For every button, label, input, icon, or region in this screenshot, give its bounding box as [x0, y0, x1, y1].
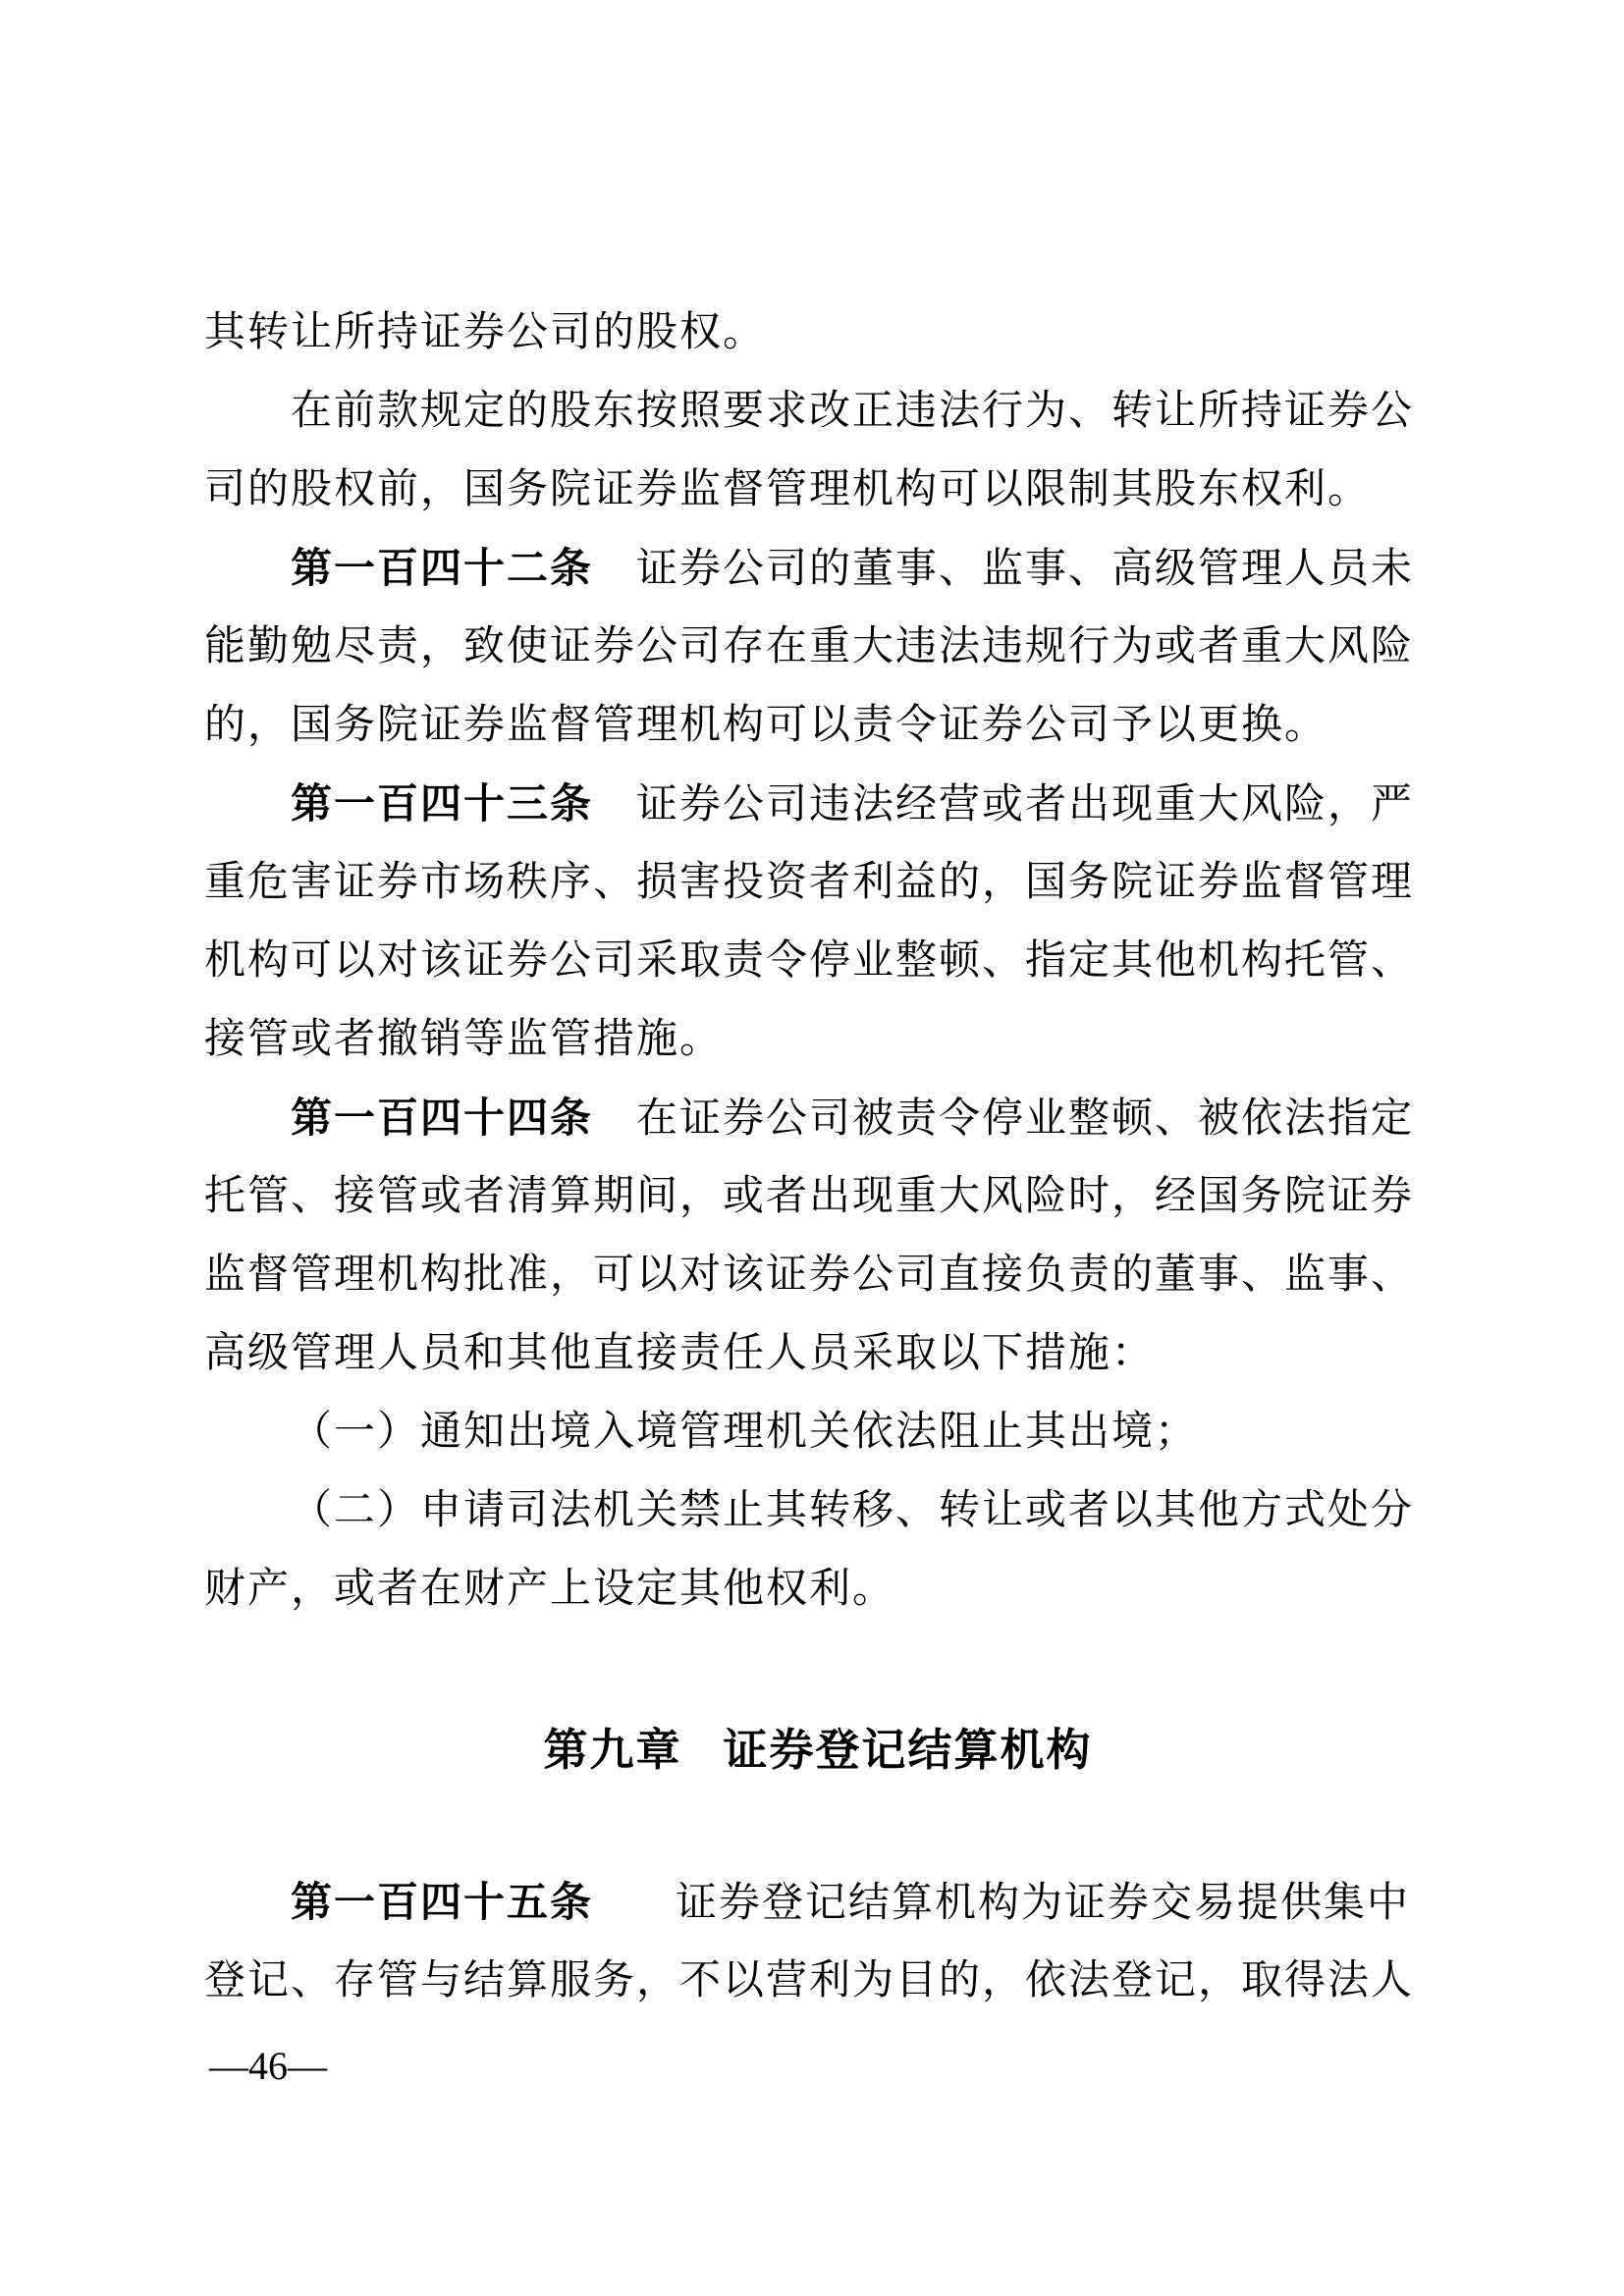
body-line: 重危害证券市场秩序、损害投资者利益的，国务院证券监督管理: [204, 860, 1415, 905]
body-line-item-1: （一）通知出境入境管理机关依法阻止其出境；: [291, 1410, 1199, 1455]
chapter-heading-spacer: [682, 1764, 724, 1765]
article-number-spacer: [593, 581, 636, 582]
body-line: 登记、存管与结算服务，不以营利为目的，依法登记，取得法人: [204, 1958, 1415, 2003]
body-line: 在前款规定的股东按照要求改正违法行为、转让所持证券公: [291, 389, 1415, 434]
chapter-number: 第九章: [543, 1725, 682, 1775]
body-line-item-2: （二）申请司法机关禁止其转移、转让或者以其他方式处分: [291, 1488, 1415, 1533]
body-line: 接管或者撤销等监管措施。: [204, 1017, 724, 1062]
body-line: 司的股权前，国务院证券监督管理机构可以限制其股东权利。: [204, 467, 1372, 512]
body-line: 的，国务院证券监督管理机构可以责令证券公司予以更换。: [204, 703, 1328, 748]
article-text: 证券登记结算机构为证券交易提供集中: [676, 1881, 1411, 1926]
chapter-heading: [204, 1711, 1432, 1789]
body-text-block: [204, 294, 1432, 2020]
article-text: 证券公司的董事、监事、高级管理人员未: [636, 547, 1415, 592]
article-number: 第一百四十三条: [291, 780, 594, 827]
body-line: 托管、接管或者清算期间，或者出现重大风险时，经国务院证券: [204, 1174, 1415, 1219]
body-line: 能勤勉尽责，致使证券公司存在重大违法违规行为或者重大风险: [204, 624, 1415, 669]
article-number-spacer: [593, 1131, 636, 1132]
body-line-article-145: [204, 1863, 1432, 1942]
body-line: 监督管理机构批准，可以对该证券公司直接负责的董事、监事、: [204, 1253, 1415, 1298]
body-line: 机构可以对该证券公司采取责令停业整顿、指定其他机构托管、: [204, 938, 1415, 984]
article-number: 第一百四十二条: [291, 545, 594, 591]
body-line-article-144: [204, 1079, 1432, 1157]
article-text: 在证券公司被责令停业整顿、被依法指定: [636, 1096, 1415, 1142]
article-number-spacer: [593, 817, 636, 818]
article-number: 第一百四十五条: [291, 1879, 594, 1925]
body-line: 高级管理人员和其他直接责任人员采取以下措施：: [204, 1331, 1156, 1376]
chapter-title: 证券登记结算机构: [723, 1725, 1093, 1775]
body-line: 财产，或者在财产上设定其他权利。: [204, 1567, 896, 1612]
article-number-spacer: [593, 1915, 676, 1916]
article-number: 第一百四十四条: [291, 1095, 594, 1141]
page-number: —46—: [209, 2044, 327, 2088]
body-line-article-142: [204, 529, 1432, 608]
article-text: 证券公司违法经营或者出现重大风险，严: [636, 782, 1415, 828]
body-line-article-143: [204, 765, 1432, 843]
body-line: 其转让所持证券公司的股权。: [204, 310, 767, 355]
